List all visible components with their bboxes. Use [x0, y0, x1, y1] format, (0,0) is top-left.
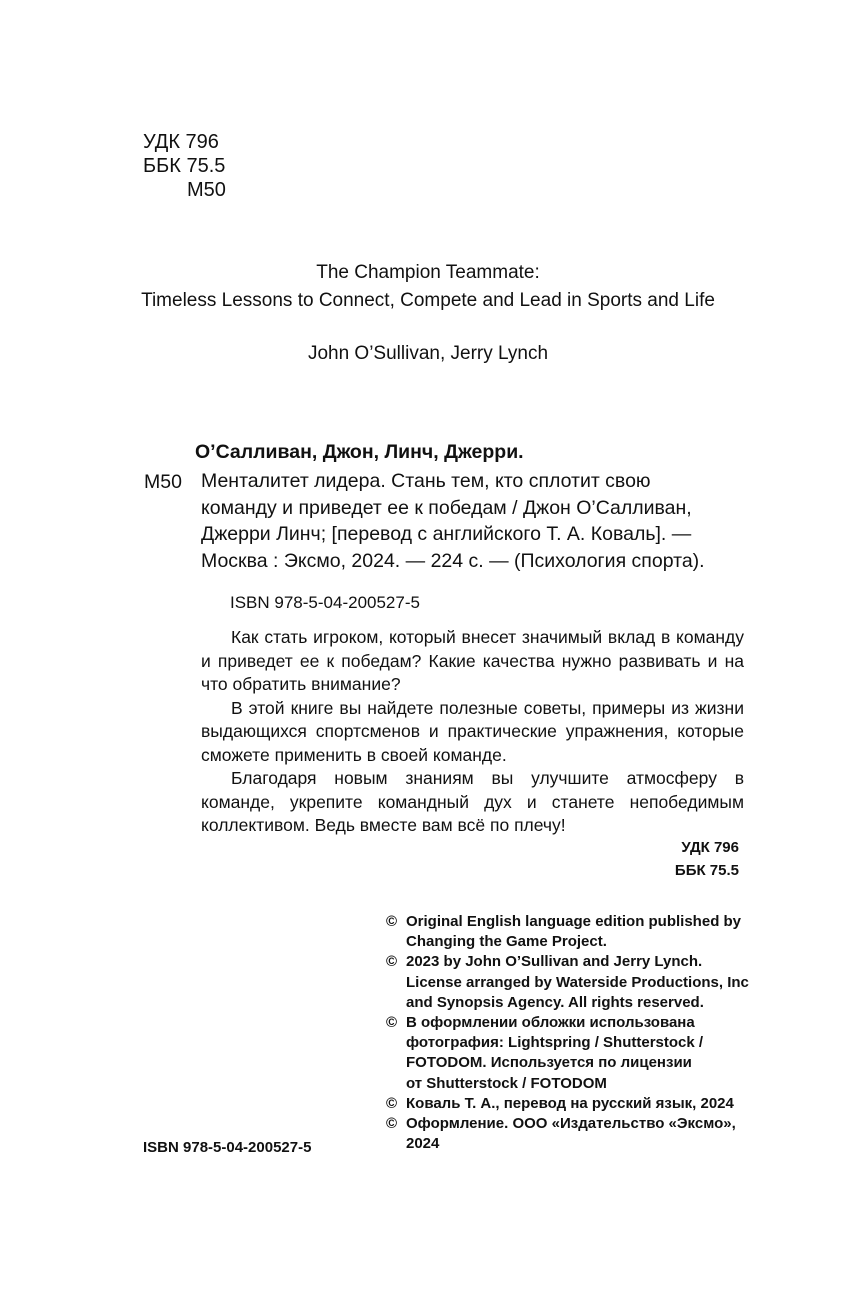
copyright-symbol: ©: [386, 1115, 398, 1133]
bibliographic-line: команду и приведет ее к победам / Джон О’Салливан,: [201, 496, 692, 519]
original-authors: John O’Sullivan, Jerry Lynch: [307, 343, 549, 364]
author-mark: М50: [187, 179, 226, 201]
copyright-symbol: ©: [386, 1094, 398, 1112]
copyright-line: В оформлении обложки использована: [406, 1014, 695, 1032]
copyright-entry: [386, 1013, 756, 1094]
bibliographic-line: Менталитет лидера. Стань тем, кто сплотит свою: [201, 470, 651, 492]
original-subtitle: Timeless Lessons to Connect, Compete and Lead in Sports and Life: [141, 290, 715, 311]
udk-code: УДК 796: [143, 131, 219, 153]
copyright-entry: [386, 1114, 756, 1154]
udk-code-bottom: УДК 796: [681, 839, 739, 856]
bbk-code: ББК 75.5: [143, 155, 226, 177]
copyright-line: Оформление. ООО «Издательство «Эксмо»,: [406, 1115, 736, 1133]
copyright-line: от Shutterstock / FOTODOM: [406, 1074, 607, 1092]
annotation: [201, 626, 744, 838]
copyright-line: Коваль Т. А., перевод на русский язык, 2024: [406, 1094, 734, 1112]
bibliographic-line: Джерри Линч; [перевод с английского Т. А. Коваль]. —: [201, 523, 692, 545]
bibliographic-description: [201, 468, 744, 574]
annotation-paragraph: Как стать игроком, который внесет значимый вклад в команду и приведет ее к победам? Какие качества нужно развивать и на что обратить внимание?: [201, 627, 744, 694]
copyright-line: and Synopsis Agency. All rights reserved.: [406, 993, 704, 1011]
bibliographic-isbn: ISBN 978-5-04-200527-5: [230, 593, 420, 612]
annotation-paragraph: В этой книге вы найдете полезные советы, примеры из жизни выдающихся спортсменов и практические упражнения, которые сможете применить в своей команде.: [201, 697, 744, 765]
copyright-line: 2023 by John O’Sullivan and Jerry Lynch.: [406, 953, 703, 971]
bibliographic-heading: О’Салливан, Джон, Линч, Джерри.: [195, 441, 524, 463]
copyright-line: Original English language edition published by: [406, 913, 742, 930]
annotation-paragraph: Благодаря новым знаниям вы улучшите атмосферу в команде, укрепите командный дух и станете непобедимым коллективом. Ведь вместе вам всё по плечу!: [201, 768, 744, 835]
copyright-entry: [386, 952, 756, 1013]
copyright-symbol: ©: [386, 1014, 398, 1032]
bbk-code-bottom: ББК 75.5: [674, 862, 739, 879]
copyright-entry: [386, 912, 756, 952]
copyright-symbol: ©: [386, 953, 398, 971]
copyright-entry: [386, 1094, 756, 1114]
copyright-symbol: ©: [386, 913, 398, 930]
copyright-line: Changing the Game Project.: [406, 933, 607, 951]
bibliographic-line: Москва : Эксмо, 2024. — 224 с. — (Психология спорта).: [201, 549, 705, 572]
original-title: The Champion Teammate:: [316, 262, 540, 283]
isbn-bottom: ISBN 978-5-04-200527-5: [143, 1139, 312, 1156]
bibliographic-code: М50: [144, 471, 182, 493]
copyright-line: FOTODOM. Используется по лицензии: [406, 1054, 692, 1072]
top-classification: [143, 130, 226, 202]
copyright-line: 2024: [406, 1135, 440, 1153]
copyright-line: License arranged by Waterside Productions, Inc: [406, 973, 749, 991]
copyright-block: [386, 912, 756, 1154]
bottom-classification: [600, 836, 739, 882]
copyright-line: фотография: Lightspring / Shutterstock /: [406, 1034, 704, 1052]
